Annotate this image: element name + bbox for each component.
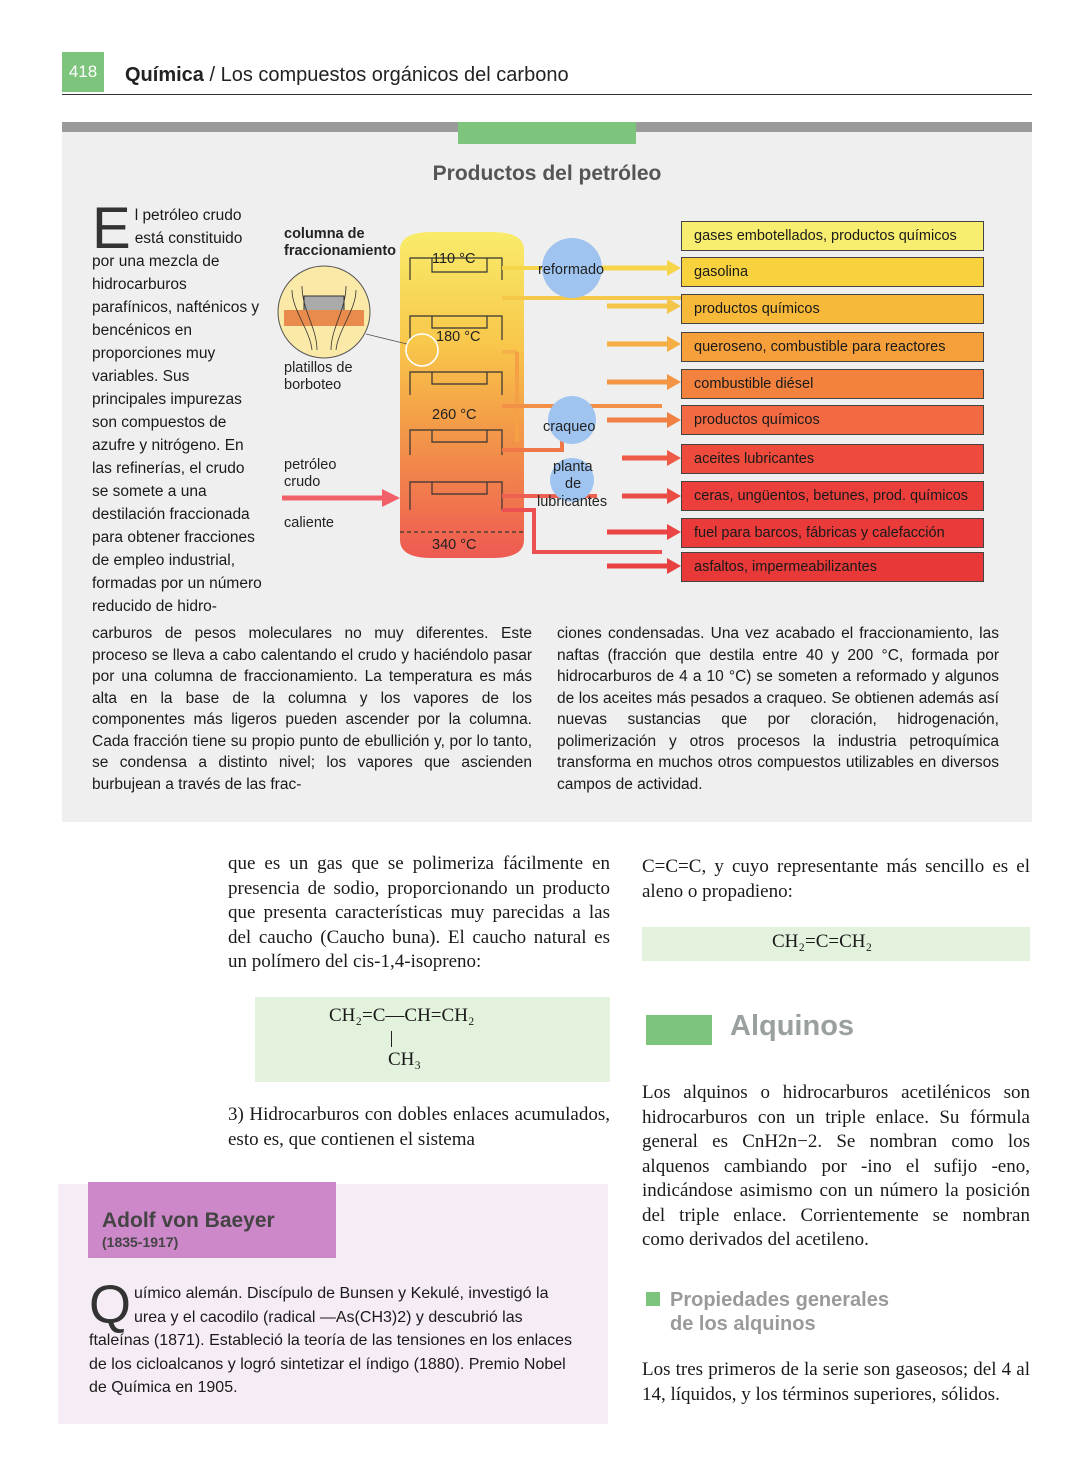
biography-text [89, 1275, 579, 1400]
subsection-title-line2: de los alquinos [670, 1313, 816, 1335]
feature-title: Productos del petróleo [432, 162, 662, 185]
product-box: aceites lubricantes [681, 444, 984, 474]
biography-body: uímico alemán. Discípulo de Bunsen y Kekulé, investigó la urea y el cacodilo (radical —As(CH3)2) y descubrió las ftaleínas (1871). Estableció la teoría de las tensiones en los enlaces de los cicloalcanos y logró sintetizar el índigo (1880). Premio Nobel de Química en 1905. [89, 1285, 572, 1396]
feature-body-left: carburos de pesos moleculares no muy diferentes. Este proceso se lleva a cabo calentando el crudo y haciéndolo pasar por una columna de fraccionamiento. La temperatura es más alta en la base de la columna y los vapores de los componentes más ligeros pueden ascender por la columna. Cada fracción tiene su propio punto de ebullición y, por lo tanto, se condensa a distinto nivel; los vapores que ascienden burbujean a través de las frac- [92, 625, 532, 793]
bubble-cap [304, 296, 344, 310]
crude-inlet-head [382, 489, 400, 507]
dropcap: E [92, 196, 131, 261]
lubricantes-label: lubricantes [537, 494, 608, 510]
temp-260: 260 °C [432, 407, 477, 423]
biography-dates: (1835-1917) [102, 1234, 179, 1250]
product-box: fuel para barcos, fábricas y calefacción [681, 518, 984, 548]
product-box: productos químicos [681, 405, 984, 435]
header-subject: Química [125, 64, 204, 86]
de-label: de [565, 476, 582, 492]
product-box: gases embotellados, productos químicos [681, 221, 984, 251]
feature-tab [458, 122, 636, 144]
section-title-alquinos: Alquinos [730, 1010, 855, 1042]
temp-340: 340 °C [432, 537, 477, 553]
trays-label: platillos de borboteo [284, 360, 353, 393]
craqueo-label: craqueo [543, 419, 596, 435]
temp-110: 110 °C [432, 251, 476, 267]
subsection-marker [646, 1292, 660, 1306]
product-box: ceras, ungüentos, betunes, prod. químicos [681, 481, 984, 511]
section-marker [646, 1015, 712, 1045]
output-arrows [602, 268, 672, 566]
biography-name: Adolf von Baeyer [102, 1209, 275, 1232]
feature-body-right: ciones condensadas. Una vez acabado el fraccionamiento, las naftas (fracción que destila entre 40 y 200 °C, formada por hidrocarburos de 4 a 10 °C) se someten a reformado y algunos de los aceites más pesados a craqueo. Se obtienen además así nuevas sustancias que por cloración, hidrogenación, polimerización y otros procesos la industria petroquímica transforma en muchos otros compuestos utilizables en diversos campos de actividad. [557, 625, 999, 793]
product-box: queroseno, combustible para reactores [681, 332, 984, 362]
biography-header [88, 1182, 336, 1258]
product-box: gasolina [681, 257, 984, 287]
product-box: combustible diésel [681, 369, 984, 399]
biography-dropcap: Q [89, 1275, 132, 1335]
paragraph-acumulados: 3) Hidrocarburos con dobles enlaces acumulados, esto es, que contienen el sistema [228, 1104, 610, 1150]
paragraph-alquinos: Los alquinos o hidrocarburos acetilénicos son hidrocarburos con un triple enlace. Su fórmula general es CnH2n−2. Se nombran como los alquenos cambiando por -ino el sufijo -eno, indicándose asimismo con un número la posición del triple enlace. Corrientemente se nombran como derivados del acetileno. [642, 1082, 1030, 1250]
arrowheads [667, 260, 681, 574]
page-number: 418 [62, 52, 104, 92]
formula-propadiene: CH₂=C=CH₂ [772, 931, 873, 952]
product-box: productos químicos [681, 294, 984, 324]
column-label: columna de fraccionamiento [284, 226, 396, 259]
isoprene-formula-box [255, 997, 610, 1082]
subsection-title [670, 1288, 889, 1336]
paragraph-caucho: que es un gas que se polimeriza fácilmente en presencia de sodio, proporcionando un producto que presenta características muy parecidas a las del caucho (Caucho buna). El caucho natural es un polímero del cis-1,4-isopreno: [228, 853, 610, 972]
feature-intro [92, 196, 264, 618]
intro-text: l petróleo crudo está constituido por una mezcla de hidrocarburos parafínicos, nafténicos y bencénicos en proporciones muy variables. Sus principales impurezas son compuestos de azufre y nitrógeno. En las refinerías, el crudo se somete a una destilación fraccionada para obtener fracciones de empleo industrial, formadas por un número reducido de hidro- [92, 207, 262, 615]
header-rule [62, 94, 1032, 95]
crude-label-1: petróleo [284, 457, 337, 473]
propadiene-formula-box [642, 927, 1030, 961]
paragraph-aleno: C=C=C, y cuyo representante más sencillo es el aleno o propadieno: [642, 856, 1030, 902]
crude-label-2: crudo [284, 474, 321, 490]
product-box: asfaltos, impermeabilizantes [681, 552, 984, 582]
formula-isoprene-bottom: CH₃ [388, 1049, 422, 1070]
formula-bond [391, 1031, 392, 1047]
formula-isoprene-top: CH₂=C—CH=CH₂ [329, 1005, 475, 1026]
planta-label: planta [553, 459, 593, 475]
temp-180: 180 °C [436, 329, 481, 345]
running-header [125, 64, 569, 87]
crude-label-3: caliente [284, 515, 334, 531]
header-chapter: Los compuestos orgánicos del carbono [220, 64, 569, 86]
paragraph-propiedades: Los tres primeros de la serie son gaseosos; del 4 al 14, líquidos, y los términos superiores, sólidos. [642, 1359, 1030, 1405]
subsection-title-line1: Propiedades generales [670, 1289, 889, 1311]
tray-detail-plate [284, 310, 364, 326]
reformado-label: reformado [538, 262, 605, 278]
header-separator: / [203, 64, 221, 86]
